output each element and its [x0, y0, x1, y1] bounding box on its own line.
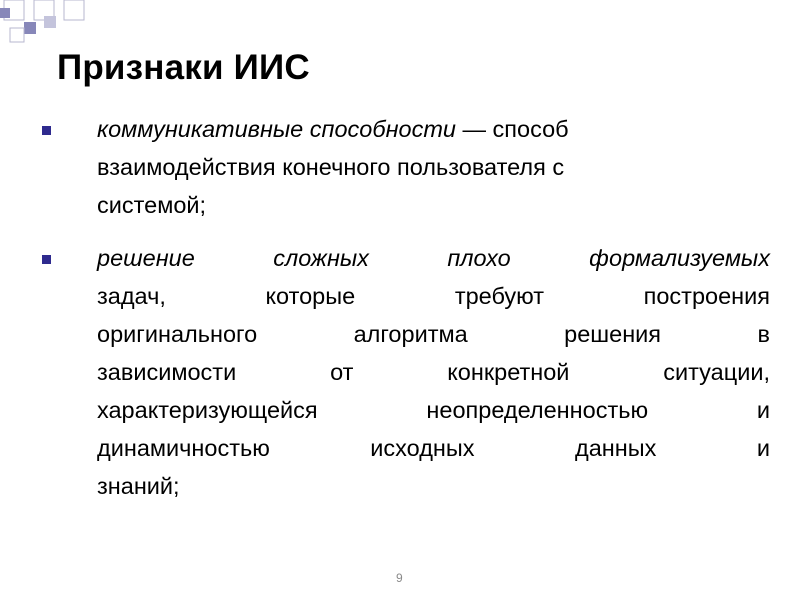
- bullet-line: [97, 190, 770, 220]
- bullet-text-word: оригинального: [97, 321, 258, 347]
- bullet-text: системой;: [97, 192, 207, 218]
- bullet-text-word: и: [756, 435, 770, 461]
- bullet-line: [97, 319, 770, 349]
- bullet-emphasis: коммуникативные способности: [97, 116, 456, 142]
- bullet-text-word: неопределенностью: [426, 397, 649, 423]
- bullet-text-word: построения: [643, 283, 770, 309]
- bullet-text: — способ: [455, 116, 569, 142]
- bullet-text-word: конкретной: [447, 359, 570, 385]
- bullet-text: знаний;: [97, 473, 180, 499]
- bullet-line: [97, 433, 770, 463]
- bullet-text-word: характеризующейся: [97, 397, 318, 423]
- bullet-text-word: ситуации,: [663, 359, 770, 385]
- bullet-text-word: динамичностью: [97, 435, 270, 461]
- page-number: 9: [396, 571, 403, 585]
- bullet-square-icon: [42, 255, 51, 264]
- bullet-line: [97, 243, 770, 273]
- corner-squares-decoration: [0, 0, 90, 50]
- bullet-emphasis-word: сложных: [273, 245, 369, 271]
- bullet-line: [97, 152, 770, 182]
- bullet-text: взаимодействия конечного пользователя с: [97, 154, 565, 180]
- bullet-square-icon: [42, 126, 51, 135]
- bullet-text-word: в: [757, 321, 770, 347]
- bullet-line: [97, 395, 770, 425]
- bullet-text-word: от: [330, 359, 354, 385]
- bullet-line: [97, 471, 770, 501]
- bullet-text-word: алгоритма: [353, 321, 468, 347]
- slide-title: Признаки ИИС: [57, 48, 310, 87]
- bullet-text-word: данных: [575, 435, 657, 461]
- bullet-emphasis-word: решение: [97, 245, 195, 271]
- bullet-text-word: и: [756, 397, 770, 423]
- bullet-line: [97, 281, 770, 311]
- bullet-text-word: задач,: [97, 283, 166, 309]
- bullet-emphasis-word: формализуемых: [589, 245, 770, 271]
- bullet-text-word: зависимости: [97, 359, 237, 385]
- bullet-text-word: решения: [564, 321, 662, 347]
- bullet-line: [97, 114, 770, 144]
- bullet-text-word: исходных: [370, 435, 475, 461]
- bullet-text-word: которые: [265, 283, 356, 309]
- bullet-text-word: требуют: [454, 283, 545, 309]
- bullet-emphasis-word: плохо: [447, 245, 511, 271]
- bullet-line: [97, 357, 770, 387]
